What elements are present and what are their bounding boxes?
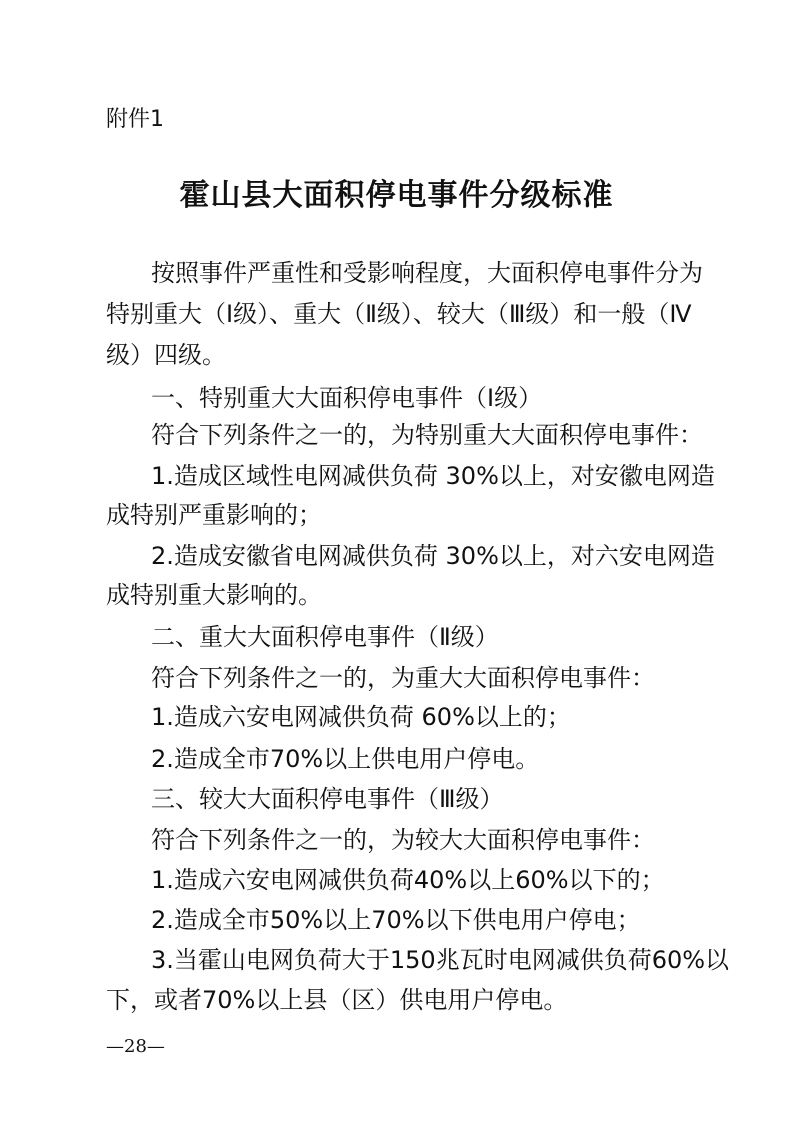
- document-title: 霍山县大面积停电事件分级标准: [179, 178, 614, 213]
- body-line: 符合下列条件之一的，为重大大面积停电事件：: [151, 664, 655, 692]
- body-line: 按照事件严重性和受影响程度，大面积停电事件分为: [151, 259, 703, 287]
- list-item-continuation: 成特别重大影响的。: [106, 581, 322, 609]
- list-item: 3.当霍山电网负荷大于150兆瓦时电网减供负荷60%以: [151, 946, 730, 974]
- section-heading: 一、特别重大大面积停电事件（Ⅰ级）: [151, 384, 543, 412]
- list-item: 1.造成区域性电网减供负荷 30%以上，对安徽电网造: [151, 462, 715, 490]
- body-line: 级）四级。: [106, 341, 226, 369]
- list-item-continuation: 下，或者70%以上县（区）供电用户停电。: [106, 986, 568, 1014]
- list-item: 2.造成安徽省电网减供负荷 30%以上，对六安电网造: [151, 542, 715, 570]
- list-item: 2.造成全市70%以上供电用户停电。: [151, 745, 540, 773]
- list-item: 1.造成六安电网减供负荷40%以上60%以下的；: [151, 866, 665, 894]
- page-number: —28—: [106, 1036, 165, 1057]
- body-line: 特别重大（Ⅰ级）、重大（Ⅱ级）、较大（Ⅲ级）和一般（Ⅳ: [106, 300, 692, 328]
- body-line: 符合下列条件之一的，为特别重大大面积停电事件：: [151, 421, 703, 449]
- section-heading: 三、较大大面积停电事件（Ⅲ级）: [151, 785, 504, 813]
- body-line: 符合下列条件之一的，为较大大面积停电事件：: [151, 826, 655, 854]
- list-item: 2.造成全市50%以上70%以下供电用户停电；: [151, 906, 641, 934]
- list-item: 1.造成六安电网减供负荷 60%以上的；: [151, 703, 571, 731]
- list-item-continuation: 成特别严重影响的；: [106, 501, 322, 529]
- section-heading: 二、重大大面积停电事件（Ⅱ级）: [151, 623, 499, 651]
- attachment-label: 附件1: [106, 107, 164, 132]
